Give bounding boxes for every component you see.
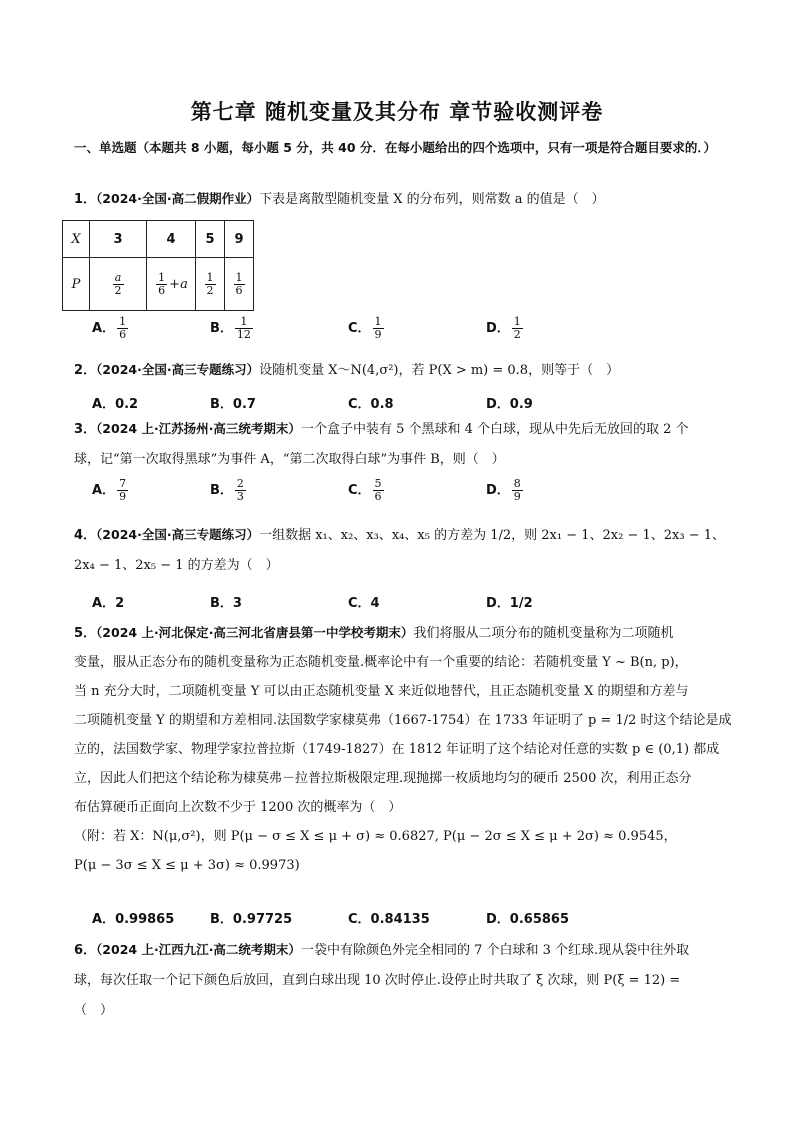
option-d: D． $\frac{8}{9}$	[486, 477, 521, 503]
question-text: 设随机变量 X～N(4,σ²)，若 P(X > m) = 0.8，则等于（ ）	[259, 363, 620, 378]
question-5	[74, 618, 734, 880]
option-a: A． $\frac{7}{9}$	[92, 477, 127, 503]
option-a: A．0.99865	[92, 912, 175, 927]
option-a: A． $\frac{1}{6}$	[92, 315, 127, 341]
question-line: 当 n 充分大时，二项随机变量 Y 可以由正态随机变量 X 来近似地替代，且正态随机变量 X 的期望和方差与	[74, 684, 689, 699]
option-c: C．0.8	[348, 397, 394, 412]
question-2	[74, 355, 734, 386]
question-text: 下表是离散型随机变量 X 的分布列，则常数 a 的值是（ ）	[259, 192, 605, 207]
option-c: C．0.84135	[348, 912, 430, 927]
option-b: B．3	[210, 596, 242, 611]
question-3	[74, 414, 734, 475]
question-line: 立的，法国数学家、物理学家拉普拉斯（1749-1827）在 1812 年证明了这个结论对任意的实数 p ∈ (0,1) 都成	[74, 742, 720, 757]
question-line: （附：若 X：N(μ,σ²)，则 P(μ − σ ≤ X ≤ μ + σ) ≈ 0.6827, P(μ − 2σ ≤ X ≤ μ + 2σ) ≈ 0.9545，	[74, 829, 677, 844]
option-c: C． $\frac{1}{9}$	[348, 315, 382, 341]
question-line: （ ）	[74, 1003, 114, 1018]
table-x-value: 3	[90, 221, 147, 258]
question-line: 5．（2024 上·河北保定·高三河北省唐县第一中学校考期末）我们将服从二项分布的随机变量称为二项随机	[74, 625, 674, 641]
question-number: 1．	[74, 192, 97, 207]
page-title: 第七章 随机变量及其分布 章节验收测评卷	[190, 100, 604, 124]
option-d: D．0.9	[486, 397, 533, 412]
table-p-value: $\frac{1}{6}$	[225, 258, 254, 311]
distribution-table	[62, 220, 254, 311]
table-x-value: 4	[147, 221, 196, 258]
question-3-options	[92, 478, 732, 508]
question-1-options	[92, 316, 732, 346]
question-5-options	[92, 908, 732, 930]
option-b: B．0.97725	[210, 912, 293, 927]
option-d: D． $\frac{1}{2}$	[486, 315, 521, 341]
question-4-options	[92, 592, 732, 614]
section-heading: 一、单选题（本题共 8 小题，每小题 5 分，共 40 分．在每小题给出的四个选项中，只有一项是符合题目要求的．）	[74, 140, 717, 155]
question-line: 4．（2024·全国·高三专题练习）一组数据 x₁、x₂、x₃、x₄、x₅ 的方差为 1/2，则 2x₁ − 1、2x₂ − 1、2x₃ − 1、	[74, 527, 725, 543]
option-a: A．2	[92, 596, 125, 611]
question-source: （2024·全国·高三专题练习）	[96, 362, 260, 377]
table-x-value: 5	[196, 221, 225, 258]
question-line: 2x₄ − 1、2x₅ − 1 的方差为（ ）	[74, 558, 279, 573]
question-line: 布估算硬币正面向上次数不少于 1200 次的概率为（ ）	[74, 800, 402, 815]
option-c: C． $\frac{5}{6}$	[348, 477, 382, 503]
question-line: 变量，服从正态分布的随机变量称为正态随机变量.概率论中有一个重要的结论：若随机变量 Y ~ B(n, p)，	[74, 655, 688, 670]
question-4	[74, 520, 734, 581]
question-line: 3．（2024 上·江苏扬州·高三统考期末）一个盒子中装有 5 个黑球和 4 个白球，现从中先后无放回的取 2 个	[74, 421, 689, 437]
question-2-options	[92, 393, 732, 415]
option-c: C．4	[348, 596, 380, 611]
table-p-label: P	[71, 276, 81, 292]
option-b: B． $\frac{1}{12}$	[210, 315, 251, 341]
option-b: B．0.7	[210, 397, 256, 412]
question-6	[74, 935, 734, 1026]
table-p-value: $\frac{1}{2}$	[196, 258, 225, 311]
question-number: 2．	[74, 363, 97, 378]
question-line: 球，记“第一次取得黑球”为事件 A，“第二次取得白球”为事件 B，则（ ）	[74, 452, 505, 467]
table-x-value: 9	[225, 221, 254, 258]
option-a: A．0.2	[92, 397, 139, 412]
question-line: 立，因此人们把这个结论称为棣莫弗－拉普拉斯极限定理.现抛掷一枚质地均匀的硬币 2500 次，利用正态分	[74, 771, 692, 786]
question-line: P(μ − 3σ ≤ X ≤ μ + 3σ) ≈ 0.9973)	[74, 858, 300, 873]
table-p-value: $\frac{a}{2}$	[90, 258, 147, 311]
question-source: （2024·全国·高二假期作业）	[96, 191, 260, 206]
option-d: D．0.65865	[486, 912, 570, 927]
question-1	[74, 184, 734, 215]
option-b: B． $\frac{2}{3}$	[210, 477, 244, 503]
option-d: D．1/2	[486, 596, 533, 611]
question-line: 球，每次任取一个记下颜色后放回，直到白球出现 10 次时停止.设停止时共取了 ξ 次球，则 P(ξ = 12) =	[74, 973, 681, 988]
table-p-value: $\frac{1}{6}$ +a	[147, 258, 196, 311]
question-line: 6．（2024 上·江西九江·高二统考期末）一袋中有除颜色外完全相同的 7 个白球和 3 个红球.现从袋中往外取	[74, 942, 690, 958]
question-line: 二项随机变量 Y 的期望和方差相同.法国数学家棣莫弗（1667-1754）在 1733 年证明了 p = 1/2 时这个结论是成	[74, 713, 732, 728]
table-x-label: X	[71, 231, 81, 247]
